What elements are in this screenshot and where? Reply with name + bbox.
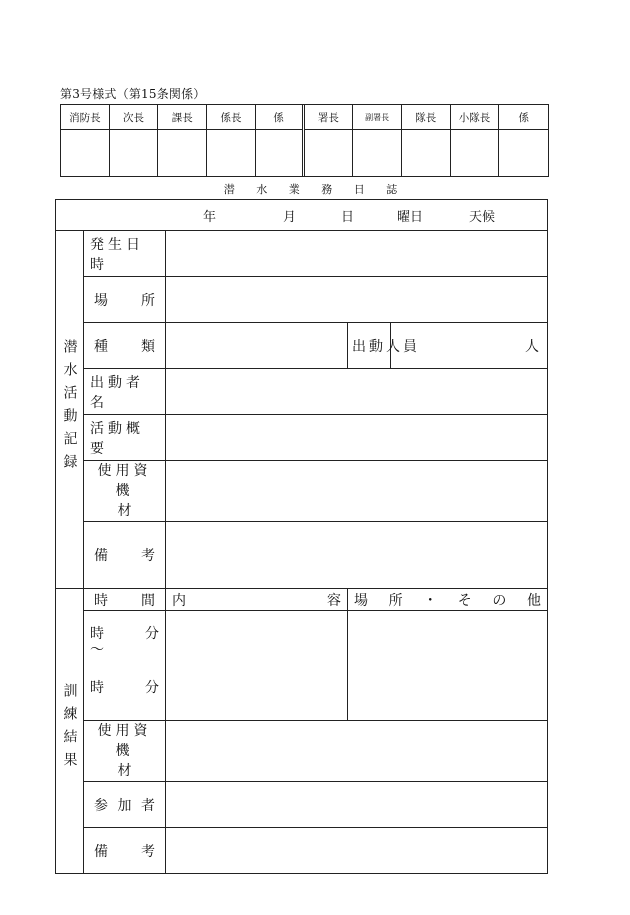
remarks-char: 考 xyxy=(141,548,155,564)
content-header-char: 内 xyxy=(172,592,186,609)
place-header-char: ・ xyxy=(423,592,438,609)
stamp-cell[interactable] xyxy=(451,130,499,176)
approval-col xyxy=(402,105,451,176)
hour-label: 時 xyxy=(90,626,104,642)
approval-col xyxy=(451,105,500,176)
year-label: 年 xyxy=(203,209,217,225)
approval-col xyxy=(158,105,207,176)
stamp-cell[interactable] xyxy=(305,130,353,176)
training-remarks-label xyxy=(84,828,166,874)
equipment-line: 使用資機 xyxy=(97,463,152,499)
remarks-char: 考 xyxy=(141,843,155,860)
equipment-line: 使用資機 xyxy=(97,723,152,759)
approval-col xyxy=(256,105,305,176)
dispatched-names-label-text: 出動者名 xyxy=(90,374,144,411)
participants-label xyxy=(84,782,166,828)
approval-col xyxy=(207,105,256,176)
stamp-cell[interactable] xyxy=(402,130,450,176)
dive-equipment-field[interactable] xyxy=(166,461,548,522)
approval-header: 消防長 xyxy=(61,105,109,130)
time-header-char: 間 xyxy=(141,592,155,609)
kind-char: 種 xyxy=(94,338,108,355)
dive-section-label-text: 潜水活動記録 xyxy=(61,338,78,477)
range-tilde: ～ xyxy=(90,642,104,658)
stamp-cell[interactable] xyxy=(110,130,158,176)
approval-header: 副署長 xyxy=(353,105,401,130)
training-section-label xyxy=(56,589,84,874)
participants-char: 加 xyxy=(117,797,132,814)
approval-col xyxy=(499,105,548,176)
dispatched-names-label xyxy=(84,369,166,415)
participants-field[interactable] xyxy=(166,782,548,828)
minute-label: 分 xyxy=(145,680,159,696)
participants-char: 者 xyxy=(141,797,155,814)
stamp-cell[interactable] xyxy=(499,130,548,176)
approval-header: 次長 xyxy=(110,105,158,130)
kind-field[interactable] xyxy=(166,323,348,369)
dispatched-names-field[interactable] xyxy=(166,369,548,415)
participants-char: 参 xyxy=(94,797,108,814)
date-weather-row[interactable] xyxy=(56,200,548,231)
training-remarks-field[interactable] xyxy=(166,828,548,874)
diving-log-table xyxy=(55,199,548,874)
day-label: 日 xyxy=(341,209,355,225)
training-time-cell[interactable] xyxy=(84,611,166,721)
approval-col xyxy=(353,105,402,176)
place-header-char: 所 xyxy=(388,592,403,609)
stamp-cell[interactable] xyxy=(158,130,206,176)
approval-stamp-table xyxy=(60,104,549,177)
stamp-cell[interactable] xyxy=(256,130,302,176)
place-header-char: 他 xyxy=(526,592,541,609)
weather-label: 天候 xyxy=(469,209,496,225)
training-equipment-label xyxy=(84,721,166,782)
place-header-char: の xyxy=(492,592,507,609)
dive-section-label xyxy=(56,231,84,589)
approval-col xyxy=(61,105,110,176)
dispatch-count-label xyxy=(348,323,420,369)
approval-header: 課長 xyxy=(158,105,206,130)
occurrence-label-text: 発生日時 xyxy=(90,236,144,273)
approval-header: 署長 xyxy=(305,105,353,130)
place-header-char: 場 xyxy=(354,592,368,609)
place-other-header xyxy=(348,589,548,611)
place-char: 場 xyxy=(94,292,108,309)
dispatch-count-label-text: 出動人員 xyxy=(352,338,420,355)
form-number: 第3号様式（第15条関係） xyxy=(60,87,206,101)
approval-header: 係 xyxy=(256,105,302,130)
stamp-cell[interactable] xyxy=(207,130,255,176)
occurrence-field[interactable] xyxy=(166,231,548,277)
place-header-char: そ xyxy=(457,592,472,609)
time-header xyxy=(84,589,166,611)
training-content-field[interactable] xyxy=(166,611,348,721)
activity-summary-label-text: 活動概要 xyxy=(90,420,144,457)
remarks-char: 備 xyxy=(94,843,108,860)
document-title: 潜 水 業 務 日 誌 xyxy=(223,183,407,196)
dive-remarks-field[interactable] xyxy=(166,522,548,589)
remarks-char: 備 xyxy=(94,548,108,564)
training-place-field[interactable] xyxy=(348,611,548,721)
month-label: 月 xyxy=(283,209,297,225)
dive-equipment-label xyxy=(84,461,166,522)
hour-label: 時 xyxy=(90,680,104,696)
approval-col xyxy=(110,105,159,176)
minute-label: 分 xyxy=(145,626,159,642)
training-equipment-field[interactable] xyxy=(166,721,548,782)
activity-summary-field[interactable] xyxy=(166,415,548,461)
occurrence-label xyxy=(84,231,166,277)
place-field[interactable] xyxy=(166,277,548,323)
weekday-label: 曜日 xyxy=(397,209,424,225)
equipment-line: 材 xyxy=(117,763,132,779)
dive-remarks-label xyxy=(84,522,166,589)
content-header-char: 容 xyxy=(327,592,341,609)
place-char: 所 xyxy=(141,292,155,309)
persons-unit: 人 xyxy=(525,338,539,355)
approval-header: 係長 xyxy=(207,105,255,130)
content-header xyxy=(166,589,348,611)
activity-summary-label xyxy=(84,415,166,461)
time-header-char: 時 xyxy=(94,592,108,609)
kind-label xyxy=(84,323,166,369)
equipment-line: 材 xyxy=(117,503,132,519)
approval-header: 小隊長 xyxy=(451,105,499,130)
training-section-label-text: 訓練結果 xyxy=(61,683,78,775)
place-label xyxy=(84,277,166,323)
kind-char: 類 xyxy=(141,338,155,355)
approval-header: 隊長 xyxy=(402,105,450,130)
stamp-cell[interactable] xyxy=(61,130,109,176)
approval-col xyxy=(305,105,354,176)
stamp-cell[interactable] xyxy=(353,130,401,176)
approval-header: 係 xyxy=(499,105,548,130)
